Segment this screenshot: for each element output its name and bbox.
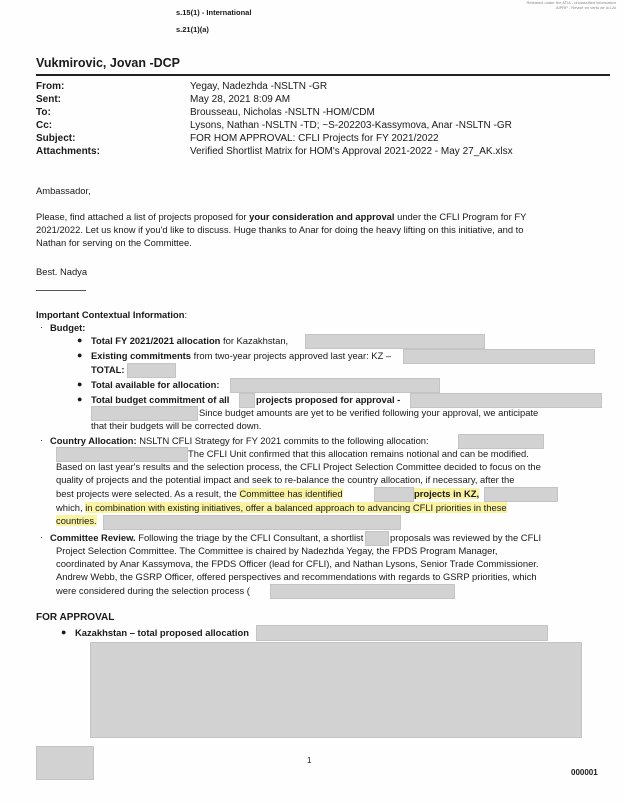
- redaction-box: [458, 434, 544, 449]
- release-stamp: Released under the ATIA - unclassified information AIPRP - Révisé en vertu de la LAI: [526, 0, 616, 10]
- country-line-1: Country Allocation: NSLTN CFLI Strategy for FY 2021 commits to the following allocation:: [50, 435, 429, 446]
- country-line-2: The CFLI Unit confirmed that this allocation remains notional and can be modified.: [188, 448, 529, 459]
- exemption-code: s.15(1) - International: [176, 8, 252, 17]
- budget-commitment: Total budget commitment of all: [91, 394, 230, 405]
- country-line-6: which, in combination with existing initiatives, offer a balanced approach to advancing CFLI priorities in these: [56, 502, 507, 513]
- intro-line-1: Please, find attached a list of projects proposed for your consideration and approval under the CFLI Program for FY: [36, 211, 527, 222]
- document-number: 000001: [571, 768, 598, 777]
- header-value-attachments: Verified Shortlist Matrix for HOM's Approval 2021-2022 - May 27_AK.xlsx: [190, 146, 513, 157]
- committee-line-1: Committee Review. Following the triage by the CFLI Consultant, a shortlist: [50, 532, 364, 543]
- budget-total: Total FY 2021/2021 allocation for Kazakhstan,: [91, 335, 289, 346]
- bullet-icon: ●: [77, 350, 83, 360]
- bullet-icon: ●: [77, 394, 83, 404]
- redaction-box: [403, 349, 595, 364]
- redaction-box: [91, 406, 198, 421]
- page-number: 1: [307, 756, 312, 765]
- bullet-icon: ●: [61, 627, 67, 637]
- budget-verify-1: Since budget amounts are yet to be verified following your approval, we anticipate: [199, 407, 539, 418]
- redaction-box: [270, 584, 455, 599]
- country-line-4: quality of projects and the potential impact and seek to re-balance the country allocation, if necessary, after the: [56, 474, 515, 485]
- committee-line-5: were considered during the selection process (: [56, 585, 250, 596]
- signoff: Best. Nadya: [36, 266, 88, 277]
- committee-line-2: Project Selection Committee. The Committee is chaired by Nadezhda Yegay, the FPDS Program Manager,: [56, 545, 498, 556]
- bullet-icon: ●: [77, 335, 83, 345]
- header-value-from: Yegay, Nadezhda -NSLTN -GR: [190, 81, 328, 92]
- country-line-5: best projects were selected. As a result, the Committee has identified: [56, 488, 343, 499]
- redaction-box: [374, 487, 414, 502]
- budget-available: Total available for allocation:: [91, 379, 220, 390]
- header-label-sent: Sent:: [36, 94, 61, 105]
- redaction-block: [90, 642, 582, 738]
- greeting: Ambassador,: [36, 185, 91, 196]
- kz-allocation-line: Kazakhstan – total proposed allocation: [75, 627, 249, 638]
- sender-name: Vukmirovic, Jovan -DCP: [36, 56, 181, 70]
- budget-label: Budget:: [50, 322, 86, 333]
- redaction-box: [103, 515, 401, 530]
- header-value-to: Brousseau, Nicholas -NSLTN -HOM/CDM: [190, 107, 375, 118]
- bullet-icon: ·: [40, 532, 43, 542]
- committee-line-3: coordinated by Anar Kassymova, the FPDS Officer (lead for CFLI), and Nathan Lysons, Senior Trade Commissioner.: [56, 558, 539, 569]
- redaction-box: [484, 487, 558, 502]
- header-label-subject: Subject:: [36, 133, 76, 144]
- bullet-icon: ●: [77, 379, 83, 389]
- country-line-7: countries.: [56, 515, 97, 526]
- redaction-box: [56, 447, 188, 462]
- header-value-sent: May 28, 2021 8:09 AM: [190, 94, 291, 105]
- intro-line-3: Nathan for serving on the Committee.: [36, 237, 192, 248]
- header-label-to: To:: [36, 107, 51, 118]
- redaction-box: [239, 393, 255, 408]
- budget-commitment-cont: projects proposed for approval -: [256, 394, 401, 405]
- exemption-code: s.21(1)(a): [176, 25, 209, 34]
- redaction-box: [127, 363, 176, 378]
- budget-total-label: TOTAL:: [91, 364, 125, 375]
- redaction-box: [365, 531, 389, 546]
- budget-verify-2: that their budgets will be corrected down.: [91, 420, 262, 431]
- committee-line-4: Andrew Webb, the GSRP Officer, offered perspectives and recommendations with regards to GSRP priorities, which: [56, 571, 537, 582]
- country-projects-kz: projects in KZ,: [414, 488, 480, 499]
- committee-line-1-cont: proposals was reviewed by the CFLI: [390, 532, 542, 543]
- header-value-subject: FOR HOM APPROVAL: CFLI Projects for FY 2021/2022: [190, 133, 439, 144]
- intro-line-2: 2021/2022. Let us know if you'd like to discuss. Huge thanks to Anar for doing the heavy lifting on this initiative, and to: [36, 224, 524, 235]
- header-label-from: From:: [36, 81, 65, 92]
- redaction-box: [410, 393, 602, 408]
- header-label-attachments: Attachments:: [36, 146, 100, 157]
- approval-heading: FOR APPROVAL: [36, 612, 115, 623]
- bullet-icon: ·: [40, 322, 43, 332]
- redaction-block: [36, 746, 94, 780]
- bullet-icon: ·: [40, 435, 43, 445]
- redaction-box: [305, 334, 485, 349]
- redaction-box: [230, 378, 440, 393]
- context-heading: Important Contextual Information:: [36, 309, 188, 320]
- header-divider: [36, 74, 610, 76]
- country-line-3: Based on last year's results and the selection process, the CFLI Project Selection Committee decided to focus on the: [56, 461, 541, 472]
- header-label-cc: Cc:: [36, 120, 53, 131]
- budget-existing: Existing commitments from two-year projects approved last year: KZ –: [91, 350, 392, 361]
- redaction-box: [256, 625, 548, 641]
- signature-line: [36, 290, 86, 291]
- header-value-cc: Lysons, Nathan -NSLTN -TD; ~S-202203-Kassymova, Anar -NSLTN -GR: [190, 120, 512, 131]
